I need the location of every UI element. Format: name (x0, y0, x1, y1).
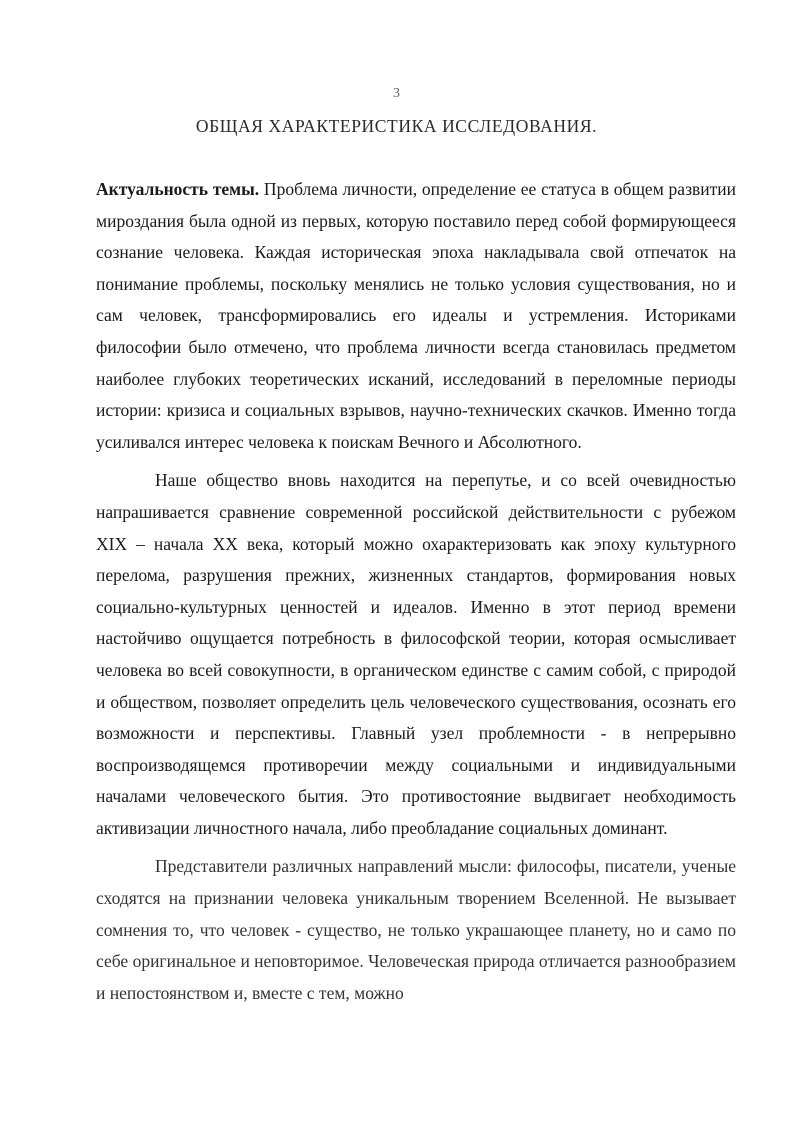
document-title: ОБЩАЯ ХАРАКТЕРИСТИКА ИССЛЕДОВАНИЯ. (195, 116, 598, 136)
page-number: 3 (393, 86, 400, 101)
body-text (96, 174, 736, 1009)
relevance-heading: Актуальность темы. (96, 179, 260, 199)
paragraph-human-nature: Представители различных направлений мысли: философы, писатели, ученые сходятся на признании человека уникальным творением Вселенной. Не вызывает сомнения то, что человек - существо, не только украшающее планету, но и само по себе оригинальное и неповторимое. Человеческая природа отличается разнообразием и непостоянством и, вместе с тем, можно (96, 856, 736, 1003)
paragraph-relevance (96, 174, 736, 458)
paragraph-relevance-text: Проблема личности, определение ее статуса в общем развитии мироздания была одной из первых, которую поставило перед собой формирующееся сознание человека. Каждая историческая эпоха накладывала свой отпечаток на понимание проблемы, поскольку менялись не только условия существования, но и сам человек, трансформировались его идеалы и устремления. Историками философии было отмечено, что проблема личности всегда становилась предметом наиболее глубоких теоретических исканий, исследований в переломные периоды истории: кризиса и социальных взрывов, научно-технических скачков. Именно тогда усиливался интерес человека к поискам Вечного и Абсолютного. (96, 179, 736, 452)
paragraph-society: Наше общество вновь находится на перепутье, и со всей очевидностью напрашивается сравнение современной российской действительности с рубежом XIX – начала XX века, который можно охарактеризовать как эпоху культурного перелома, разрушения прежних, жизненных стандартов, формирования новых социально-культурных ценностей и идеалов. Именно в этот период времени настойчиво ощущается потребность в философской теории, которая осмысливает человека во всей совокупности, в органическом единстве с самим собой, с природой и обществом, позволяет определить цель человеческого существования, осознать его возможности и перспективы. Главный узел проблемности - в непрерывно воспроизводящемся противоречии между социальными и индивидуальными началами человеческого бытия. Это противостояние выдвигает необходимость активизации личностного начала, либо преобладание социальных доминант. (96, 470, 736, 838)
